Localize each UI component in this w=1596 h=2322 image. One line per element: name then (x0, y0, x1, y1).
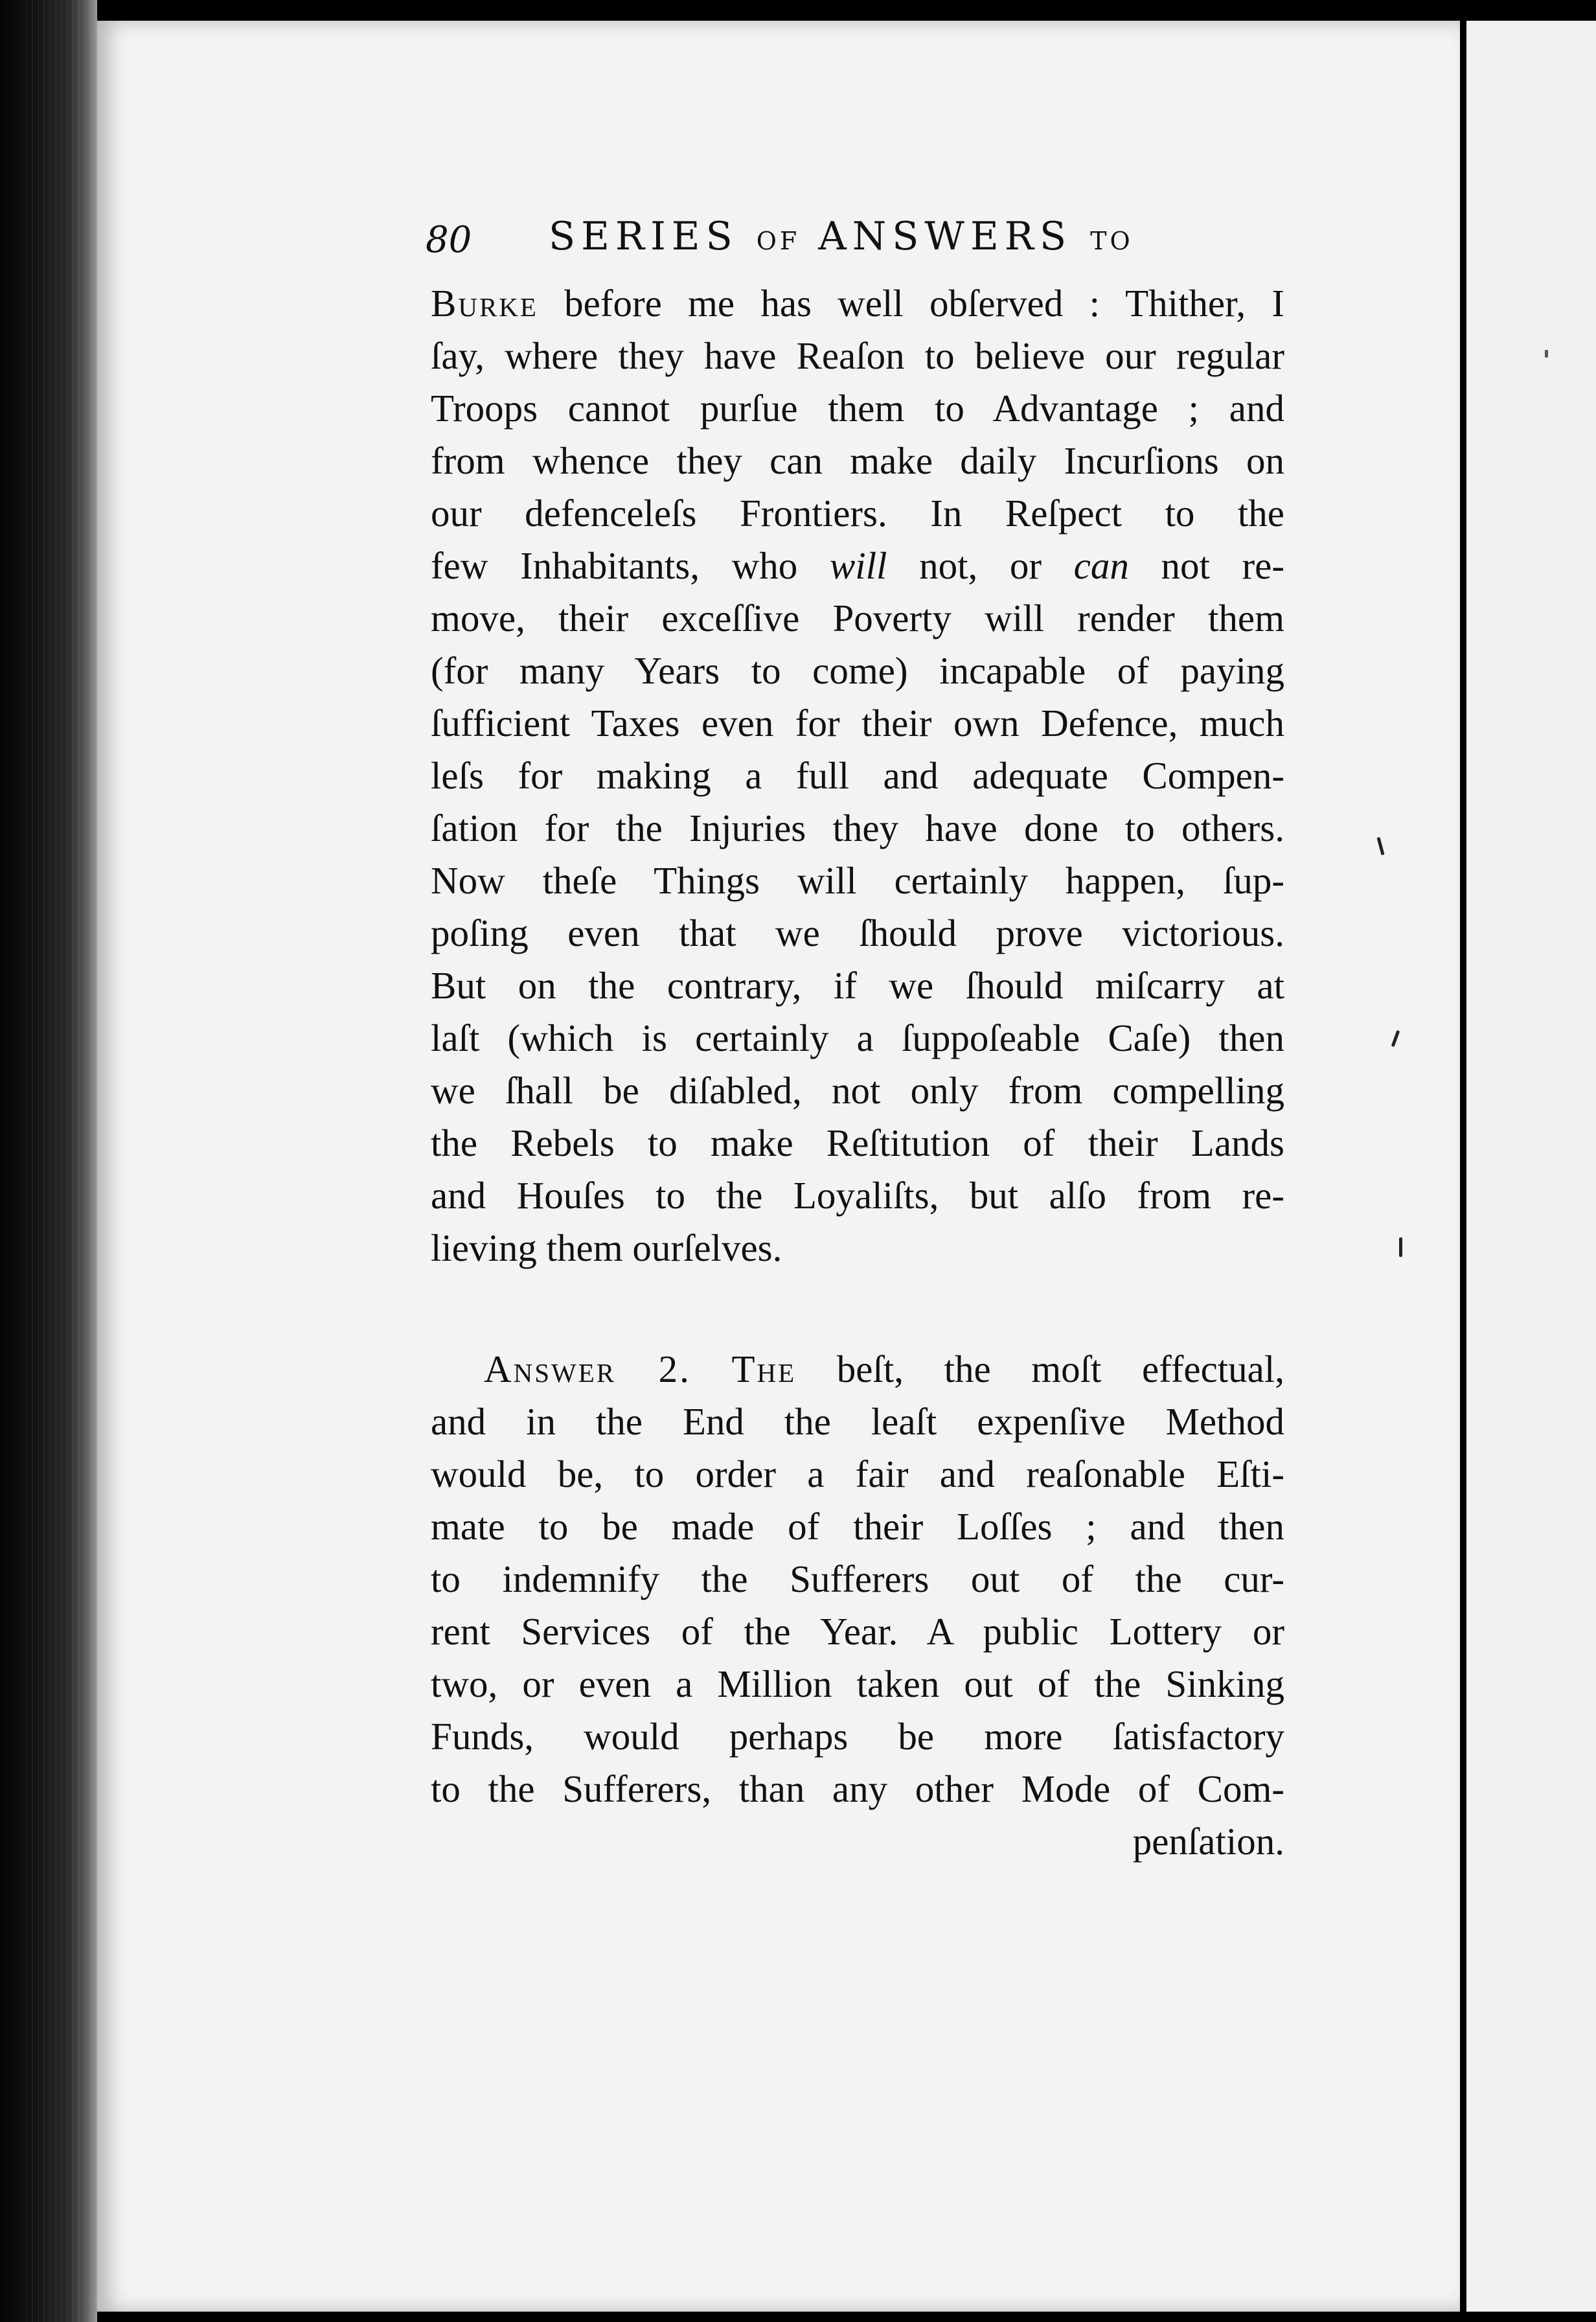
ink-mark (1399, 1237, 1402, 1257)
text-line: Funds, would perhaps be more ſatisfactory (431, 1715, 1284, 1758)
text-line: Burke before me has well obſerved : Thither, I (431, 282, 1284, 325)
text-line: from whence they can make daily Incurſions on (431, 439, 1284, 482)
title-word: OF (756, 227, 801, 255)
text-line: But on the contrary, if we ſhould miſcarry at (431, 964, 1284, 1007)
text-line: two, or even a Million taken out of the Sinking (431, 1662, 1284, 1705)
name-smallcaps: Burke (431, 282, 538, 325)
text-line: laſt (which is certainly a ſuppoſeable Caſe) then (431, 1017, 1284, 1059)
title-word: TO (1090, 227, 1134, 255)
answer-label: Answer 2. (484, 1348, 691, 1390)
text-line: rent Services of the Year. A public Lottery or (431, 1610, 1284, 1653)
text-line: (for many Years to come) incapable of paying (431, 649, 1284, 692)
text-line: and in the End the leaſt expenſive Method (431, 1400, 1284, 1443)
text-line: to indemnify the Sufferers out of the cur- (431, 1558, 1284, 1600)
running-head (426, 214, 1281, 272)
text-line: we ſhall be diſabled, not only from compelling (431, 1069, 1284, 1112)
text-line: few Inhabitants, who will not, or can not re- (431, 544, 1284, 587)
text-line: the Rebels to make Reſtitution of their Lands (431, 1121, 1284, 1164)
page-number: 80 (426, 219, 472, 261)
text-line: Now theſe Things will certainly happen, ſup- (431, 859, 1284, 902)
text-line: would be, to order a fair and reaſonable Eſti- (431, 1453, 1284, 1495)
text-line: to the Sufferers, than any other Mode of Com- (431, 1767, 1284, 1810)
italic-word: will (829, 544, 887, 587)
body-text (431, 277, 1284, 1868)
title-word: SERIES (549, 214, 738, 259)
text-line: move, their exceſſive Poverty will render them (431, 597, 1284, 639)
page-divider (1460, 21, 1466, 2312)
title-word: ANSWERS (818, 214, 1073, 259)
paragraph-gap (431, 1274, 1284, 1343)
text-line: poſing even that we ſhould prove victorious. (431, 912, 1284, 954)
running-title (549, 214, 1134, 259)
text-line: ſufficient Taxes even for their own Defence, much (431, 702, 1284, 744)
text-line: and Houſes to the Loyaliſts, but alſo from re- (431, 1174, 1284, 1217)
text-line: lieving them ourſelves. (431, 1226, 782, 1269)
text-line: our defenceleſs Frontiers. In Reſpect to the (431, 492, 1284, 535)
facing-page-edge (1466, 21, 1596, 2312)
text-line: ſation for the Injuries they have done to others. (431, 807, 1284, 849)
text-line: Troops cannot purſue them to Advantage ; and (431, 387, 1284, 430)
text-line: Answer 2. The beſt, the moſt effectual, (484, 1348, 1284, 1390)
binding-texture (26, 0, 97, 2322)
ink-mark (1545, 350, 1548, 358)
text-line: penſation. (1132, 1820, 1284, 1863)
lead-word-smallcaps: The (731, 1348, 797, 1390)
text-line: ſay, where they have Reaſon to believe our regular (431, 334, 1284, 377)
italic-word: can (1073, 544, 1129, 587)
text-line: leſs for making a full and adequate Compen- (431, 754, 1284, 797)
text-line: mate to be made of their Loſſes ; and then (431, 1505, 1284, 1548)
